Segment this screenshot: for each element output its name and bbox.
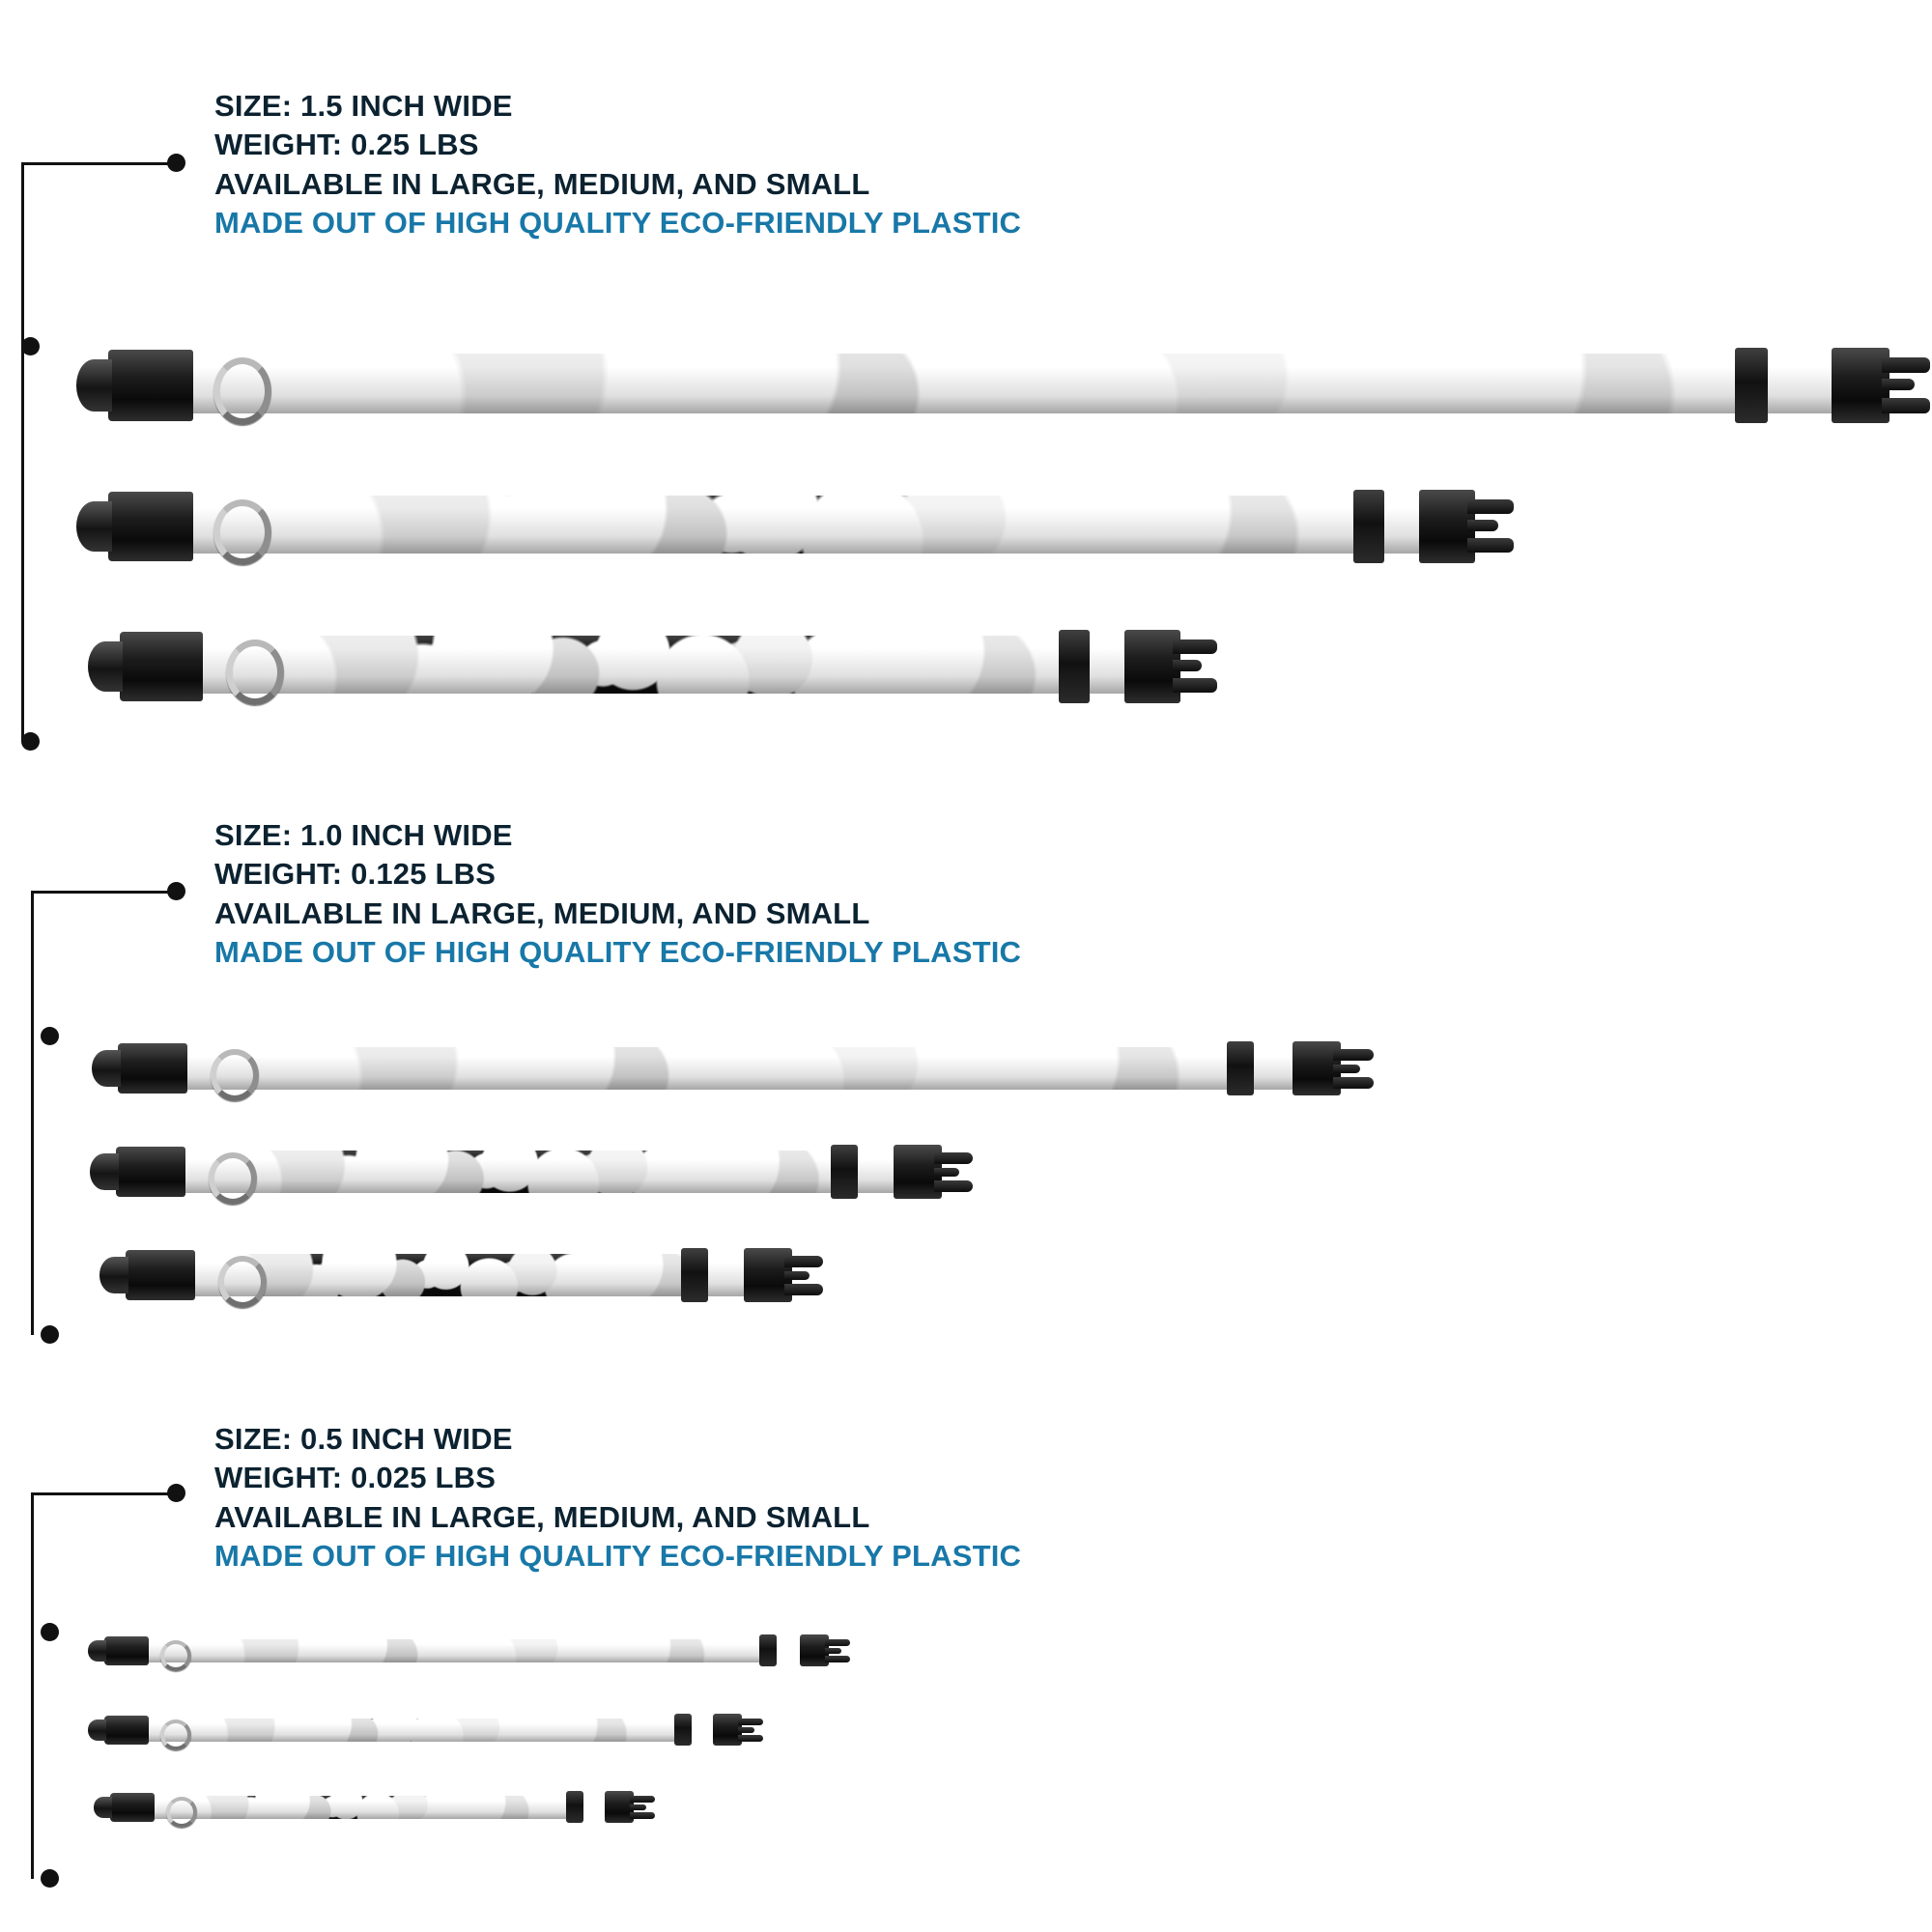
buckle-prong-bottom [784, 1284, 823, 1295]
buckle-prong-middle [1467, 520, 1498, 531]
buckle-prong-top [738, 1719, 763, 1725]
buckle-male-release [108, 492, 193, 561]
d-ring [213, 357, 271, 425]
strap-slider-adjuster [681, 1248, 708, 1302]
buckle-female-housing [1832, 348, 1889, 423]
buckle-prong-middle [784, 1271, 810, 1280]
leader-dot-2-bottom [41, 1325, 59, 1344]
spec-material-3: MADE OUT OF HIGH QUALITY ECO-FRIENDLY PLASTIC [214, 1538, 1022, 1573]
buckle-prong-top [1882, 357, 1930, 373]
spec-size-3: SIZE: 0.5 INCH WIDE [214, 1422, 513, 1456]
buckle-prong-middle [630, 1804, 646, 1810]
strap-slider-adjuster [831, 1145, 858, 1199]
buckle-prong-bottom [934, 1180, 973, 1192]
spec-weight-2: WEIGHT: 0.125 LBS [214, 857, 497, 892]
buckle-prong-bottom [1333, 1077, 1374, 1089]
buckle-prong-middle [825, 1648, 841, 1654]
buckle-prong-bottom [630, 1812, 655, 1819]
buckle-prong-bottom [825, 1656, 850, 1662]
leader-line-1-vertical [21, 162, 24, 742]
leader-dot-2-top [41, 1027, 59, 1045]
leader-dot-1-bottom [21, 732, 40, 751]
leader-dot-1-label [167, 154, 185, 172]
leader-line-2-horizontal [31, 891, 176, 894]
buckle-prong-middle [1333, 1065, 1360, 1073]
leader-dot-1-top [21, 337, 40, 355]
strap-slider-adjuster [1735, 348, 1768, 423]
collar-strap [118, 1639, 775, 1662]
spec-text-group-3 [214, 1420, 1021, 1576]
collar-strap [143, 636, 1143, 694]
spec-size-1: SIZE: 1.5 INCH WIDE [214, 89, 513, 123]
buckle-prong-middle [934, 1168, 959, 1177]
buckle-prong-bottom [738, 1735, 763, 1742]
collar-strap [135, 1047, 1304, 1090]
buckle-prong-top [1173, 639, 1217, 654]
strap-slider-adjuster [1059, 630, 1090, 703]
d-ring [211, 1049, 259, 1101]
buckle-prong-top [1333, 1049, 1374, 1061]
buckle-prong-middle [1882, 379, 1915, 390]
collar-strap [129, 496, 1438, 554]
d-ring [209, 1152, 257, 1205]
buckle-male-release [104, 1716, 149, 1745]
strap-slider-adjuster [1227, 1041, 1254, 1095]
strap-slider-adjuster [566, 1791, 583, 1823]
buckle-male-release [116, 1147, 185, 1197]
buckle-prong-top [630, 1796, 655, 1803]
leader-line-3-vertical [31, 1492, 34, 1879]
buckle-male-release [120, 632, 203, 701]
buckle-prong-bottom [1467, 538, 1514, 553]
leader-line-3-horizontal [31, 1492, 176, 1495]
leader-dot-3-label [167, 1484, 185, 1502]
leader-dot-2-label [167, 882, 185, 900]
strap-slider-adjuster [674, 1714, 692, 1746]
leader-line-2-vertical [31, 891, 34, 1335]
leader-dot-3-top [41, 1623, 59, 1641]
buckle-prong-middle [1173, 660, 1202, 671]
collar-strap [118, 1719, 688, 1742]
spec-availability-1: AVAILABLE IN LARGE, MEDIUM, AND SMALL [214, 166, 870, 201]
buckle-prong-top [825, 1639, 850, 1646]
buckle-male-release [110, 1793, 155, 1822]
spec-availability-2: AVAILABLE IN LARGE, MEDIUM, AND SMALL [214, 895, 870, 930]
strap-slider-adjuster [759, 1634, 777, 1666]
strap-slider-adjuster [1353, 490, 1384, 563]
leader-dot-3-bottom [41, 1869, 59, 1888]
d-ring [166, 1797, 197, 1828]
buckle-male-release [118, 1043, 187, 1094]
collar-strap [129, 354, 1859, 413]
buckle-prong-bottom [1882, 398, 1930, 413]
d-ring [226, 639, 284, 705]
spec-weight-1: WEIGHT: 0.25 LBS [214, 128, 479, 162]
d-ring [160, 1719, 191, 1750]
spec-material-2: MADE OUT OF HIGH QUALITY ECO-FRIENDLY PLASTIC [214, 934, 1022, 969]
buckle-prong-top [934, 1152, 973, 1164]
spec-size-2: SIZE: 1.0 INCH WIDE [214, 818, 513, 852]
buckle-male-release [104, 1636, 149, 1665]
buckle-prong-top [1467, 499, 1514, 514]
d-ring [218, 1256, 267, 1308]
d-ring [160, 1640, 191, 1671]
leader-line-1-horizontal [21, 162, 176, 165]
d-ring [213, 499, 271, 565]
spec-material-1: MADE OUT OF HIGH QUALITY ECO-FRIENDLY PLASTIC [214, 205, 1022, 240]
spec-availability-3: AVAILABLE IN LARGE, MEDIUM, AND SMALL [214, 1499, 870, 1534]
spec-weight-3: WEIGHT: 0.025 LBS [214, 1461, 497, 1495]
buckle-prong-top [784, 1256, 823, 1267]
spec-text-group-1 [214, 87, 1021, 242]
buckle-male-release [126, 1250, 195, 1300]
buckle-prong-middle [738, 1727, 754, 1733]
spec-text-group-2 [214, 816, 1021, 972]
buckle-male-release [108, 350, 193, 421]
buckle-prong-bottom [1173, 678, 1217, 693]
